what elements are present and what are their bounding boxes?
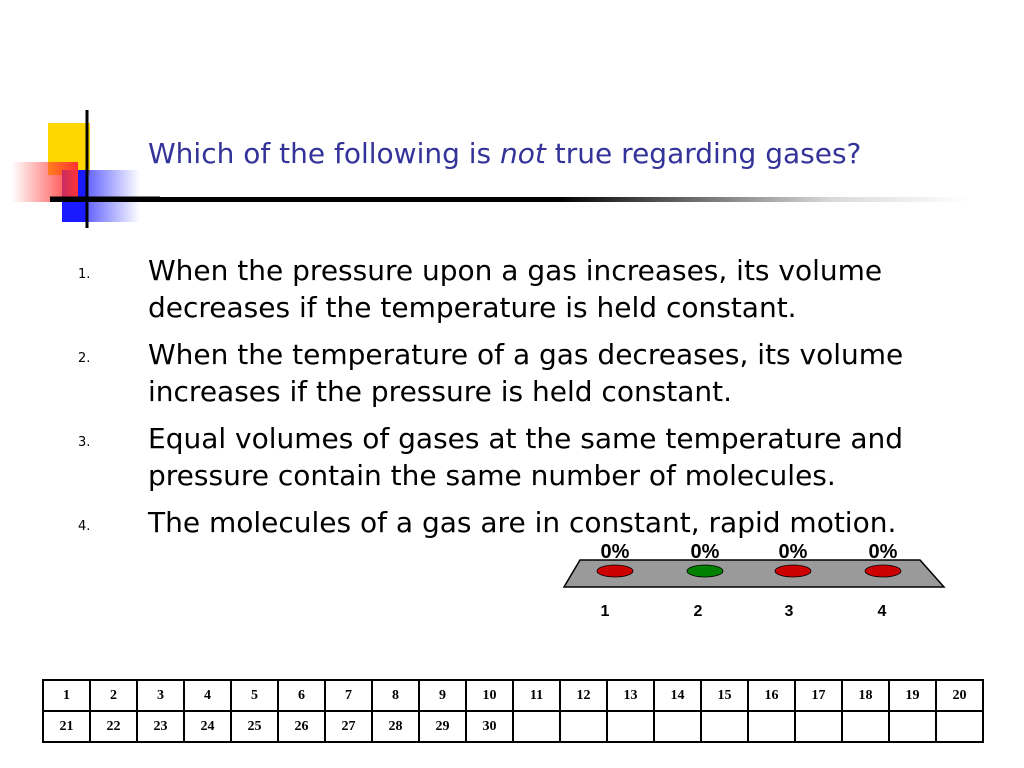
grid-cell	[748, 711, 795, 742]
grid-cell: 7	[325, 680, 372, 711]
grid-cell: 16	[748, 680, 795, 711]
grid-cell: 29	[419, 711, 466, 742]
grid-cell: 22	[90, 711, 137, 742]
title-text-end: true regarding gases?	[545, 137, 862, 170]
grid-cell	[795, 711, 842, 742]
slide-title	[148, 137, 861, 170]
grid-cell: 26	[278, 711, 325, 742]
grid-cell: 19	[889, 680, 936, 711]
poll-marker	[775, 565, 811, 577]
grid-cell: 20	[936, 680, 983, 711]
poll-value-label: 0%	[868, 541, 898, 563]
grid-row	[43, 711, 983, 742]
poll-value-label: 0%	[690, 541, 720, 563]
grid-cell: 23	[137, 711, 184, 742]
poll-category-label: 4	[877, 603, 887, 620]
poll-category-label: 3	[784, 603, 794, 620]
grid-cell: 4	[184, 680, 231, 711]
grid-cell: 27	[325, 711, 372, 742]
grid-cell: 5	[231, 680, 278, 711]
poll-category-label: 2	[693, 603, 703, 620]
title-text-start: Which of the following is	[148, 137, 501, 170]
grid-cell: 17	[795, 680, 842, 711]
grid-cell: 11	[513, 680, 560, 711]
answer-option-2[interactable]	[78, 336, 938, 410]
grid-cell	[701, 711, 748, 742]
grid-cell: 30	[466, 711, 513, 742]
poll-marker	[597, 565, 633, 577]
grid-cell: 15	[701, 680, 748, 711]
grid-cell	[560, 711, 607, 742]
grid-cell	[842, 711, 889, 742]
grid-cell: 12	[560, 680, 607, 711]
grid-cell	[654, 711, 701, 742]
answer-options	[78, 252, 938, 551]
grid-cell: 3	[137, 680, 184, 711]
grid-cell	[607, 711, 654, 742]
poll-value-label: 0%	[778, 541, 808, 563]
answer-option-1[interactable]	[78, 252, 938, 326]
grid-cell	[513, 711, 560, 742]
grid-cell: 28	[372, 711, 419, 742]
grid-cell: 6	[278, 680, 325, 711]
grid-cell: 25	[231, 711, 278, 742]
grid-cell: 10	[466, 680, 513, 711]
grid-cell: 2	[90, 680, 137, 711]
option-number: 2.	[78, 351, 91, 366]
grid-cell: 8	[372, 680, 419, 711]
slide-logo	[0, 0, 160, 240]
option-text: When the pressure upon a gas increases, its volume decreases if the temperature is held constant.	[148, 254, 883, 324]
option-text: Equal volumes of gases at the same temperature and pressure contain the same number of molecules.	[148, 422, 904, 492]
poll-category-label: 1	[600, 603, 610, 620]
grid-cell: 24	[184, 711, 231, 742]
grid-cell: 13	[607, 680, 654, 711]
poll-results-chart	[560, 530, 960, 630]
poll-marker	[865, 565, 901, 577]
grid-cell: 14	[654, 680, 701, 711]
grid-cell	[889, 711, 936, 742]
option-text: When the temperature of a gas decreases, its volume increases if the pressure is held constant.	[148, 338, 904, 408]
option-text: The molecules of a gas are in constant, rapid motion.	[148, 506, 897, 539]
option-number: 3.	[78, 435, 91, 450]
grid-row	[43, 680, 983, 711]
response-number-grid	[42, 679, 984, 743]
grid-cell: 9	[419, 680, 466, 711]
poll-marker	[687, 565, 723, 577]
grid-cell	[936, 711, 983, 742]
title-underline	[50, 197, 970, 202]
title-emphasis: not	[500, 137, 546, 170]
option-number: 4.	[78, 519, 91, 534]
grid-cell: 1	[43, 680, 90, 711]
poll-value-label: 0%	[600, 541, 630, 563]
option-number: 1.	[78, 267, 91, 282]
grid-cell: 21	[43, 711, 90, 742]
grid-cell: 18	[842, 680, 889, 711]
answer-option-3[interactable]	[78, 420, 938, 494]
